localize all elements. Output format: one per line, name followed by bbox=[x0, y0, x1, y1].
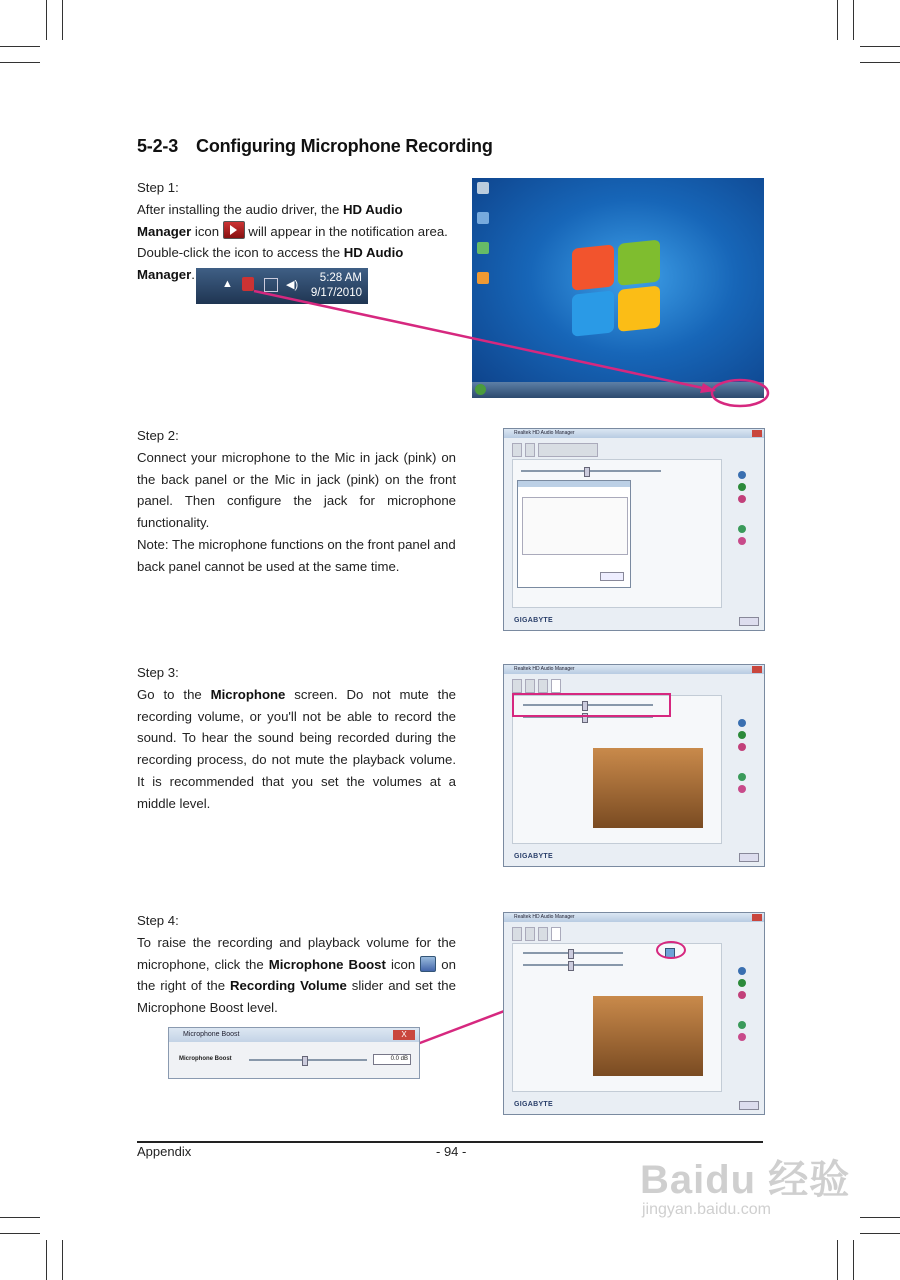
step-1-text-part: will appear in the notification area. Double-click the icon to access the bbox=[137, 223, 448, 261]
room-illustration bbox=[593, 748, 703, 828]
window-titlebar bbox=[504, 913, 764, 922]
microphone-panel bbox=[512, 943, 722, 1092]
dialog-titlebar bbox=[169, 1028, 419, 1042]
ok-button[interactable] bbox=[739, 1101, 759, 1110]
connected-device-dialog bbox=[517, 480, 631, 588]
tab-digital-output[interactable] bbox=[525, 679, 535, 693]
device-tabs bbox=[512, 927, 712, 941]
room-illustration bbox=[593, 996, 703, 1076]
tab-speakers[interactable] bbox=[512, 679, 522, 693]
footer-section: Appendix bbox=[137, 1144, 192, 1159]
jack-blue[interactable] bbox=[738, 719, 746, 727]
jack-blue[interactable] bbox=[738, 471, 746, 479]
boost-label: Microphone Boost bbox=[179, 1056, 232, 1062]
window-title: Realtek HD Audio Manager bbox=[514, 430, 575, 436]
device-tabs bbox=[512, 443, 712, 457]
playback-volume-slider[interactable] bbox=[523, 964, 623, 966]
step-4-text-part: icon bbox=[385, 956, 421, 972]
jack-front-pink[interactable] bbox=[738, 537, 746, 545]
footer-rule bbox=[137, 1141, 763, 1143]
tray-time: 5:28 AM bbox=[319, 272, 362, 284]
gigabyte-logo: GIGABYTE bbox=[514, 617, 553, 624]
window-titlebar bbox=[504, 429, 764, 438]
jack-blue[interactable] bbox=[738, 967, 746, 975]
jack-green[interactable] bbox=[738, 731, 746, 739]
step-3-text-part: Go to the bbox=[137, 686, 211, 702]
main-volume-slider[interactable] bbox=[521, 470, 661, 472]
step-4-text-part: on the right of the bbox=[137, 956, 456, 994]
microphone-boost-dialog bbox=[168, 1027, 420, 1079]
step-2-paragraph: Connect your microphone to the Mic in jack (pink) on the back panel or the Mic in jack (pink) on the front panel. Then configure the jack for microphone functionality. bbox=[137, 449, 456, 531]
audio-manager-window-microphone bbox=[503, 664, 765, 867]
step-3-label: Step 3: bbox=[137, 665, 179, 680]
dialog-titlebar bbox=[518, 481, 630, 487]
jack-green[interactable] bbox=[738, 483, 746, 491]
window-title: Realtek HD Audio Manager bbox=[514, 666, 575, 672]
step-1-bold: HD Audio Manager bbox=[137, 245, 404, 283]
window-titlebar bbox=[504, 665, 764, 674]
tray-highlight-ellipse bbox=[712, 380, 768, 406]
baidu-watermark bbox=[640, 1148, 850, 1219]
boost-icon-highlight bbox=[656, 941, 686, 959]
step-1-text-part: After installing the audio driver, the bbox=[137, 201, 343, 217]
dialog-title: Microphone Boost bbox=[183, 1031, 240, 1038]
tab-digital-output-optical[interactable] bbox=[538, 927, 548, 941]
watermark-url: jingyan.baidu.com bbox=[642, 1201, 771, 1218]
tab-digital-output[interactable] bbox=[525, 927, 535, 941]
microphone-panel bbox=[512, 695, 722, 844]
step-2 bbox=[137, 425, 456, 578]
boost-value[interactable]: 0.0 dB bbox=[373, 1054, 411, 1065]
step-1-bold: HD Audio Manager bbox=[137, 201, 403, 239]
volume-icon: ◀) bbox=[286, 279, 299, 291]
jack-front-pink[interactable] bbox=[738, 785, 746, 793]
watermark-logo: Baidu 经验 bbox=[640, 1158, 851, 1202]
close-icon[interactable] bbox=[752, 914, 762, 921]
step-3 bbox=[137, 662, 456, 815]
step1-arrow-line bbox=[254, 291, 712, 390]
device-panel bbox=[512, 459, 722, 608]
ok-button[interactable] bbox=[739, 853, 759, 862]
step-4-bold: Microphone Boost bbox=[268, 956, 386, 972]
dialog-ok-button[interactable] bbox=[600, 572, 624, 581]
jack-panel bbox=[724, 441, 760, 608]
tab-digital-output-optical[interactable] bbox=[538, 679, 548, 693]
show-hidden-icons-icon: ▲ bbox=[222, 278, 233, 290]
step-4-text-part: slider and set the Microphone Boost level. bbox=[137, 978, 456, 1016]
step-1-label: Step 1: bbox=[137, 180, 179, 195]
microphone-boost-icon bbox=[420, 956, 436, 972]
close-button[interactable]: X bbox=[393, 1030, 415, 1040]
step-3-bold: Microphone bbox=[210, 686, 286, 702]
section-number: 5-2-3 bbox=[137, 136, 179, 156]
section-title: Configuring Microphone Recording bbox=[196, 136, 493, 156]
jack-front-pink[interactable] bbox=[738, 1033, 746, 1041]
step-3-text bbox=[137, 684, 456, 815]
step-4-text bbox=[137, 932, 456, 1019]
step-3-text-part: screen. Do not mute the recording volume, or you'll not be able to record the sound. To hear the sound being recorded during the recording process, do not mute the playback volume. It is recommended that you set the volumes at a middle level. bbox=[137, 686, 457, 811]
audio-manager-window-speakers bbox=[503, 428, 765, 631]
gigabyte-logo: GIGABYTE bbox=[514, 1101, 553, 1108]
jack-pink[interactable] bbox=[738, 991, 746, 999]
tab-digital-output[interactable] bbox=[525, 443, 535, 457]
tab-microphone[interactable] bbox=[551, 927, 561, 941]
tab-speakers[interactable] bbox=[512, 443, 522, 457]
volume-sliders-highlight bbox=[512, 693, 671, 717]
window-title: Realtek HD Audio Manager bbox=[514, 914, 575, 920]
step-2-note: Note: The microphone functions on the front panel and back panel cannot be used at the same time. bbox=[137, 536, 456, 574]
close-icon[interactable] bbox=[752, 430, 762, 437]
step-4-text-part: To raise the recording and playback volume for the microphone, click the bbox=[137, 934, 456, 972]
jack-front-green[interactable] bbox=[738, 773, 746, 781]
step-1-text-part: icon bbox=[191, 223, 223, 239]
step-2-label: Step 2: bbox=[137, 428, 179, 443]
step-4 bbox=[137, 910, 456, 1019]
page-number: - 94 - bbox=[436, 1144, 467, 1159]
step-4-label: Step 4: bbox=[137, 913, 179, 928]
audio-manager-window-boost bbox=[503, 912, 765, 1115]
jack-front-green[interactable] bbox=[738, 525, 746, 533]
tab-speakers[interactable] bbox=[512, 927, 522, 941]
jack-panel bbox=[724, 925, 760, 1092]
ok-button[interactable] bbox=[739, 617, 759, 626]
jack-pink[interactable] bbox=[738, 495, 746, 503]
jack-panel bbox=[724, 677, 760, 844]
tray-date: 9/17/2010 bbox=[310, 287, 362, 299]
gigabyte-logo: GIGABYTE bbox=[514, 853, 553, 860]
step-4-bold: Recording Volume bbox=[230, 978, 347, 994]
jack-front-green[interactable] bbox=[738, 1021, 746, 1029]
recording-volume-slider[interactable] bbox=[523, 952, 623, 954]
close-icon[interactable] bbox=[752, 666, 762, 673]
boost-slider[interactable] bbox=[249, 1059, 367, 1061]
tab-digital-output-optical[interactable] bbox=[538, 443, 598, 457]
device-list[interactable] bbox=[522, 497, 628, 555]
tab-microphone[interactable] bbox=[551, 679, 561, 693]
jack-green[interactable] bbox=[738, 979, 746, 987]
jack-pink[interactable] bbox=[738, 743, 746, 751]
device-tabs bbox=[512, 679, 712, 693]
step-1-text-part: . bbox=[191, 267, 195, 283]
